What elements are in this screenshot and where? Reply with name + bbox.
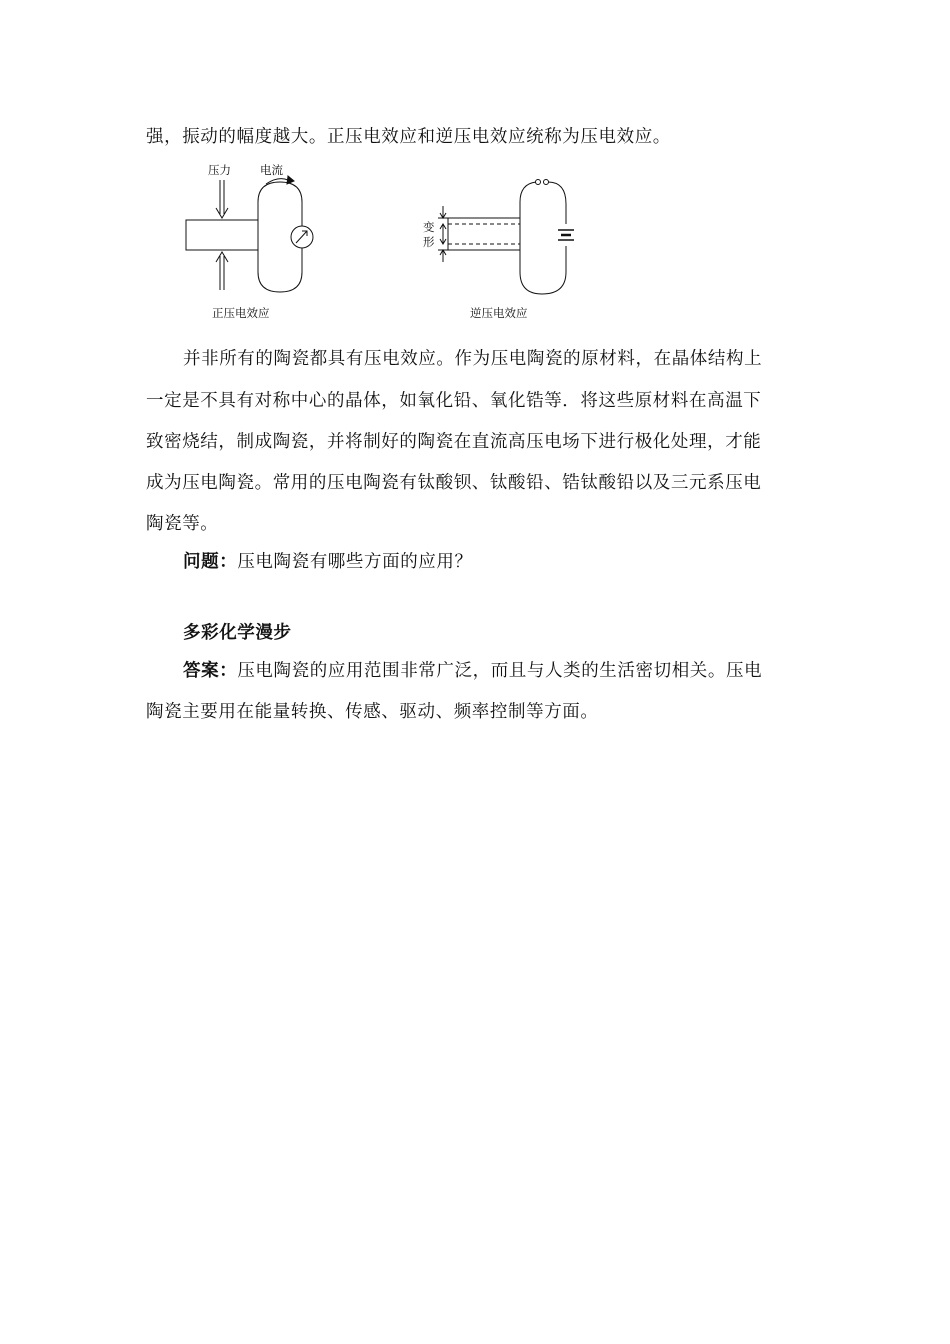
paragraph-line: 陶瓷等。 [146,514,219,534]
paragraph-line: 致密烧结，制成陶瓷，并将制好的陶瓷在直流高压电场下进行极化处理，才能 [146,432,762,452]
question-label: 问题： [183,552,238,572]
answer-line-2: 陶瓷主要用在能量转换、传感、驱动、频率控制等方面。 [146,702,599,722]
converse-effect-diagram [438,180,574,295]
answer-text: 压电陶瓷的应用范围非常广泛，而且与人类的生活密切相关。压电 [237,661,763,681]
direct-effect-diagram [186,176,313,292]
deform-label-2: 形 [423,235,435,249]
direct-effect-caption: 正压电效应 [212,306,270,320]
terminal-icon [544,180,549,185]
deform-label-1: 变 [423,220,435,234]
paragraph-line: 成为压电陶瓷。常用的压电陶瓷有钛酸钡、钛酸铅、锆钛酸铅以及三元系压电 [146,473,762,493]
converse-effect-caption: 逆压电效应 [470,306,528,320]
section-title: 多彩化学漫步 [183,623,292,643]
crystal-block [186,220,258,250]
paragraph-line: 一定是不具有对称中心的晶体，如氧化铅、氧化锆等．将这些原材料在高温下 [146,391,762,411]
question-text: 压电陶瓷有哪些方面的应用？ [237,552,473,572]
crystal-block-deformed [448,218,520,250]
answer-label: 答案： [183,661,238,681]
question-line [183,551,806,573]
intro-line: 强，振动的幅度越大。正压电效应和逆压电效应统称为压电效应。 [146,127,671,147]
piezoelectric-effect-figure [180,160,600,330]
force-label: 压力 [208,163,231,177]
paragraph-line: 并非所有的陶瓷都具有压电效应。作为压电陶瓷的原材料，在晶体结构上 [183,349,763,369]
answer-line [183,660,806,682]
current-label: 电流 [260,163,283,177]
terminal-icon [536,180,541,185]
